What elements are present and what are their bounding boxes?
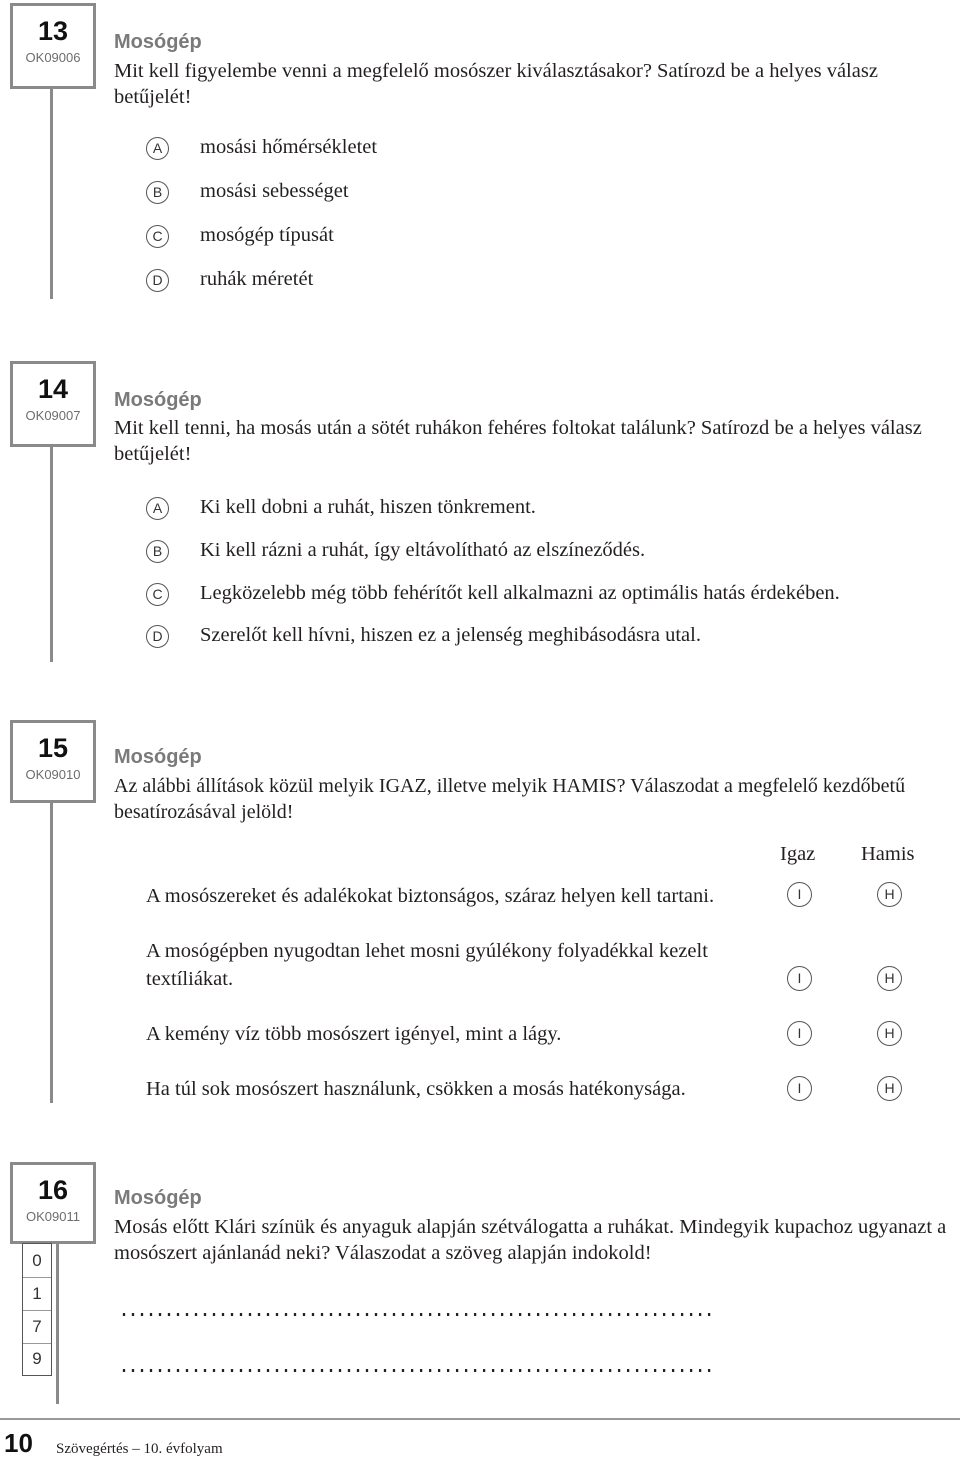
option-text: ruhák méretét [200, 268, 314, 290]
question-number-box [10, 3, 96, 89]
option-text: Ki kell dobni a ruhát, hiszen tönkrement. [200, 496, 536, 518]
option-text: Legközelebb még több fehérítőt kell alkalmazni az optimális hatás érdekében. [200, 582, 840, 604]
option-text: mosási sebességet [200, 180, 349, 202]
question-rule [50, 803, 53, 1103]
question-code: OK09010 [25, 767, 81, 782]
option-text: mosási hőmérsékletet [200, 136, 378, 158]
question-text: Mosás előtt Klári színük és anyaguk alapján szétválogatta a ruhákat. Mindegyik kupachoz ugyanazt a mosószert ajánlanád neki? Válaszodat a szöveg alapján indokold! [114, 1216, 947, 1264]
question-number: 15 [37, 733, 69, 763]
false-circle[interactable]: H [877, 1021, 902, 1046]
option-letter-circle[interactable]: D [146, 269, 169, 292]
question-rule [56, 1244, 59, 1404]
question-number: 14 [37, 374, 69, 404]
question-code: OK09011 [26, 1209, 80, 1224]
option-letter-circle[interactable]: A [146, 137, 169, 160]
option-letter-circle[interactable]: B [146, 540, 169, 563]
question-rule [50, 89, 53, 299]
false-circle[interactable]: H [877, 966, 902, 991]
false-circle[interactable]: H [877, 1076, 902, 1101]
option-text: mosógép típusát [200, 224, 334, 246]
question-rule [50, 447, 53, 662]
question-code: OK09007 [25, 408, 81, 423]
page-number: 10 [4, 1428, 33, 1458]
false-column-header: Hamis [861, 843, 915, 865]
question-text: Mit kell figyelembe venni a megfelelő mosószer kiválasztásakor? Satírozd be a helyes válasz betűjelét! [114, 60, 878, 108]
question-number-box [10, 1162, 96, 1244]
question-title: Mosógép [114, 1187, 202, 1209]
true-column-header: Igaz [780, 843, 816, 865]
answer-line[interactable]: .................................................................. [118, 1356, 713, 1379]
score-code[interactable]: 0 [23, 1244, 51, 1278]
question-number-box [10, 361, 96, 447]
question-text: Mit kell tenni, ha mosás után a sötét ruhákon fehéres foltokat találunk? Satírozd be a helyes válasz betűjelét! [114, 417, 922, 465]
true-false-statement: Ha túl sok mosószert használunk, csökken a mosás hatékonysága. [146, 1078, 686, 1100]
question-number: 16 [37, 1175, 69, 1205]
question-number: 13 [37, 16, 69, 46]
footer-divider [0, 1418, 960, 1420]
true-circle[interactable]: I [787, 882, 812, 907]
option-letter-circle[interactable]: C [146, 225, 169, 248]
question-number-box [10, 720, 96, 803]
option-letter-circle[interactable]: D [146, 625, 169, 648]
score-code[interactable]: 9 [32, 1349, 42, 1368]
true-false-statement: A mosószereket és adalékokat biztonságos, száraz helyen kell tartani. [146, 885, 715, 907]
true-circle[interactable]: I [787, 966, 812, 991]
question-title: Mosógép [114, 389, 202, 411]
true-false-statement: A kemény víz több mosószert igényel, mint a lágy. [146, 1023, 562, 1045]
option-letter-circle[interactable]: A [146, 497, 169, 520]
option-text: Ki kell rázni a ruhát, így eltávolítható az elszíneződés. [200, 539, 646, 561]
question-title: Mosógép [114, 746, 202, 768]
option-letter-circle[interactable]: B [146, 181, 169, 204]
option-text: Szerelőt kell hívni, hiszen ez a jelenség meghibásodásra utal. [200, 624, 701, 646]
question-code: OK09006 [25, 50, 81, 65]
answer-line[interactable]: .................................................................. [118, 1300, 713, 1323]
true-circle[interactable]: I [787, 1076, 812, 1101]
true-false-statement: A mosógépben nyugodtan lehet mosni gyúlékony folyadékkal kezelt textíliákat. [146, 940, 708, 990]
score-box [22, 1243, 52, 1376]
question-text: Az alábbi állítások közül melyik IGAZ, illetve melyik HAMIS? Válaszodat a megfelelő kezdőbetű besatírozásával jelöld! [114, 775, 906, 823]
question-title: Mosógép [114, 31, 202, 53]
score-code[interactable]: 1 [23, 1277, 51, 1311]
option-letter-circle[interactable]: C [146, 583, 169, 606]
footer-text: Szövegértés – 10. évfolyam [56, 1441, 223, 1457]
true-circle[interactable]: I [787, 1021, 812, 1046]
score-code[interactable]: 7 [23, 1310, 51, 1344]
false-circle[interactable]: H [877, 882, 902, 907]
